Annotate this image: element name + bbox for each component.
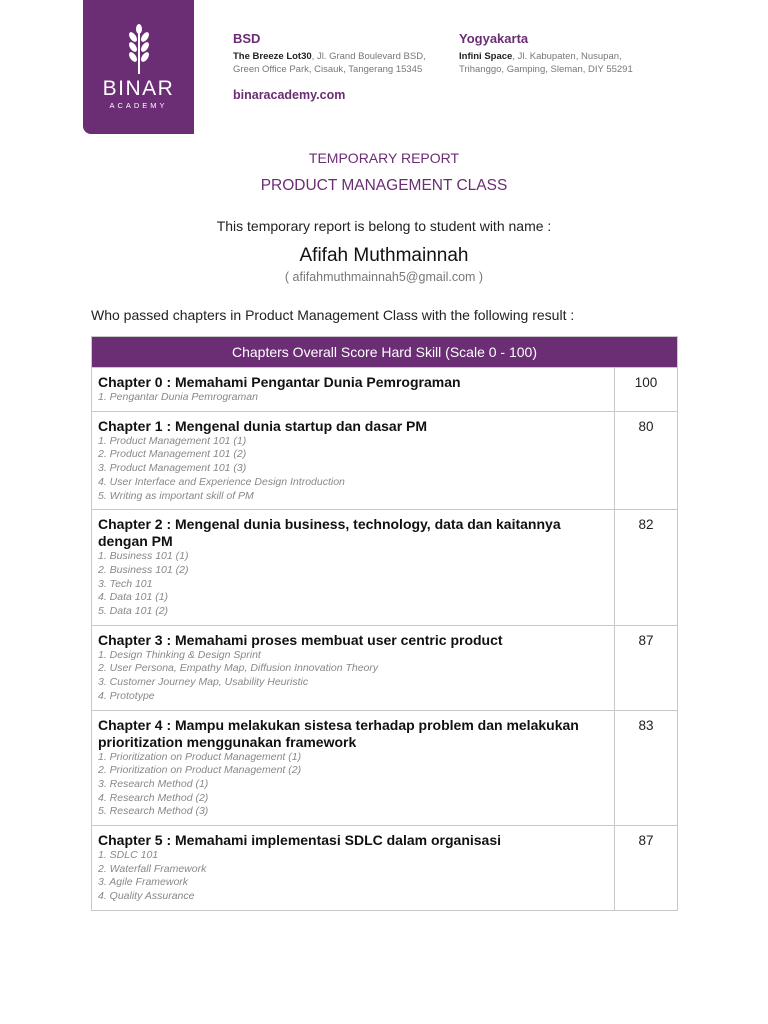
score-table	[91, 336, 678, 911]
table-row	[92, 411, 677, 510]
address-yogyakarta	[459, 31, 659, 76]
table-row	[92, 710, 677, 826]
address-yogyakarta-street: , Jl. Kabupaten, Nusupan, Trihanggo, Gamping, Sleman, DIY 55291	[459, 51, 633, 75]
chapter-cell	[92, 412, 615, 510]
topic-list	[98, 849, 608, 904]
chapter-cell	[92, 711, 615, 826]
chapter-score: 83	[638, 717, 654, 733]
topic-list	[98, 649, 608, 704]
report-title: TEMPORARY REPORT	[308, 150, 460, 166]
student-email: ( afifahmuthmainnah5@gmail.com )	[284, 270, 484, 284]
belong-text: This temporary report is belong to student with name :	[216, 218, 552, 234]
student-name: Afifah Muthmainnah	[299, 245, 469, 266]
chapter-title: Chapter 5 : Memahami implementasi SDLC dalam organisasi	[98, 832, 502, 849]
chapter-cell	[92, 368, 615, 411]
topic-item: 2. Prioritization on Product Management (2)	[98, 764, 302, 777]
topic-item: 2. User Persona, Empathy Map, Diffusion Innovation Theory	[98, 662, 379, 675]
chapter-title: Chapter 4 : Mampu melakukan sistesa terhadap problem dan melakukan prioritization menggunakan framework	[98, 716, 579, 750]
chapter-title: Chapter 3 : Memahami proses membuat user centric product	[98, 631, 503, 648]
website-link[interactable]: binaracademy.com	[233, 88, 346, 102]
chapter-score: 82	[638, 517, 654, 533]
address-bsd-venue: The Breeze Lot30	[233, 51, 312, 62]
brand-subtitle: ACADEMY	[109, 101, 168, 110]
chapter-cell	[92, 626, 615, 710]
address-bsd-street: , Jl. Grand Boulevard BSD, Green Office Park, Cisauk, Tangerang 15345	[233, 51, 426, 75]
topic-item: 4. Prototype	[98, 689, 155, 702]
address-yogyakarta-venue: Infini Space	[459, 51, 513, 62]
chapter-score: 80	[638, 418, 654, 434]
topic-item: 4. User Interface and Experience Design Introduction	[98, 475, 345, 488]
topic-item: 2. Business 101 (2)	[98, 563, 189, 576]
topic-item: 1. Prioritization on Product Management (1)	[98, 750, 302, 763]
topic-item: 2. Product Management 101 (2)	[98, 448, 247, 461]
chapter-score: 87	[638, 833, 654, 849]
topic-item: 4. Quality Assurance	[98, 890, 195, 903]
chapter-score: 87	[638, 632, 654, 648]
passed-text: Who passed chapters in Product Management Class with the following result :	[91, 307, 575, 323]
class-title: PRODUCT MANAGEMENT CLASS	[260, 177, 508, 194]
topic-item: 4. Research Method (2)	[98, 791, 209, 804]
table-row	[92, 367, 677, 411]
brand-logo	[83, 0, 194, 134]
topic-item: 3. Agile Framework	[98, 876, 189, 889]
topic-list	[98, 550, 608, 619]
address-yogyakarta-title: Yogyakarta	[459, 31, 529, 46]
topic-item: 3. Tech 101	[98, 577, 153, 590]
wheat-icon	[124, 24, 154, 74]
address-yogyakarta-text	[459, 50, 659, 76]
topic-item: 5. Data 101 (2)	[98, 605, 169, 618]
topic-item: 2. Waterfall Framework	[98, 862, 207, 875]
topic-list	[98, 751, 608, 820]
topic-item: 5. Research Method (3)	[98, 805, 209, 818]
chapter-cell	[92, 826, 615, 910]
topic-list	[98, 391, 608, 405]
brand-name: BINAR	[102, 77, 175, 100]
chapter-cell	[92, 510, 615, 625]
topic-item: 1. SDLC 101	[98, 849, 159, 862]
topic-item: 1. Design Thinking & Design Sprint	[98, 648, 261, 661]
topic-item: 4. Data 101 (1)	[98, 591, 169, 604]
table-row	[92, 509, 677, 625]
chapter-title: Chapter 1 : Mengenal dunia startup dan dasar PM	[98, 417, 428, 434]
topic-item: 1. Business 101 (1)	[98, 550, 189, 563]
topic-list	[98, 435, 608, 504]
chapter-title: Chapter 2 : Mengenal dunia business, technology, data dan kaitannya dengan PM	[98, 516, 561, 550]
table-header: Chapters Overall Score Hard Skill (Scale 0 - 100)	[92, 337, 677, 367]
table-row	[92, 825, 677, 910]
table-row	[92, 625, 677, 710]
address-bsd-text	[233, 50, 438, 76]
topic-item: 3. Research Method (1)	[98, 777, 209, 790]
topic-item: 1. Product Management 101 (1)	[98, 434, 247, 447]
topic-item: 5. Writing as important skill of PM	[98, 489, 254, 502]
address-bsd-title: BSD	[233, 31, 261, 46]
topic-item: 3. Customer Journey Map, Usability Heuristic	[98, 676, 309, 689]
topic-item: 3. Product Management 101 (3)	[98, 462, 247, 475]
chapter-title: Chapter 0 : Memahami Pengantar Dunia Pemrograman	[98, 374, 461, 390]
topic-item: 1. Pengantar Dunia Pemrograman	[98, 391, 258, 403]
address-bsd	[233, 31, 438, 76]
chapter-score: 100	[634, 375, 658, 390]
